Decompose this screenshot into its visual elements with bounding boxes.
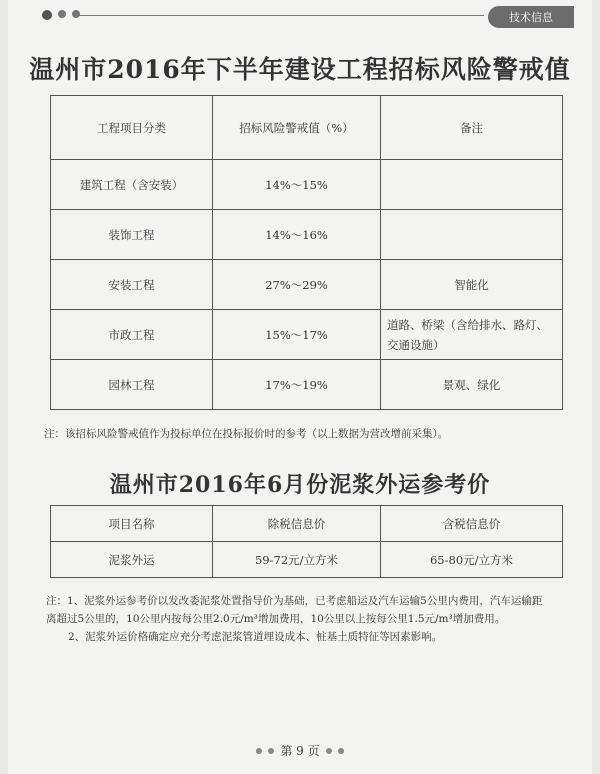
note-cell — [381, 160, 563, 210]
column-header: 除税信息价 — [213, 506, 381, 542]
document-page — [8, 0, 592, 774]
page-number: 第 9 页 — [280, 744, 320, 758]
note-cell: 景观、绿化 — [381, 360, 563, 410]
value-cell: 27%～29% — [213, 260, 381, 310]
note-paragraph: 2、泥浆外运价格确定应充分考虑泥浆管道埋设成本、桩基土质特征等因素影响。 — [68, 631, 443, 643]
category-cell: 市政工程 — [51, 310, 213, 360]
column-header: 工程项目分类 — [51, 96, 213, 160]
table2-notes — [46, 592, 552, 646]
category-cell: 装饰工程 — [51, 210, 213, 260]
table-row — [51, 160, 563, 210]
note-paragraph: 注：1、泥浆外运参考价以发改委泥浆处置指导价为基础，已考虑船运及汽车运输5公里内费用，汽车运输距离超过5公里的，10公里内按每公里2.0元/m³增加费用，10公里以上按每公里1.5元/m³增加费用。 — [46, 595, 543, 625]
note-cell — [381, 210, 563, 260]
value-cell: 14%～15% — [213, 160, 381, 210]
category-cell: 安装工程 — [51, 260, 213, 310]
value-cell: 15%～17% — [213, 310, 381, 360]
dot-icon — [256, 748, 262, 754]
table1-title: 温州市2016年下半年建设工程招标风险警戒值 — [29, 55, 571, 84]
table-row — [51, 542, 563, 578]
risk-threshold-table — [50, 95, 563, 410]
category-cell: 园林工程 — [51, 360, 213, 410]
header-rule — [78, 15, 484, 16]
column-header: 含税信息价 — [381, 506, 563, 542]
price-inc-tax-cell: 65-80元/立方米 — [381, 542, 563, 578]
dot-icon — [268, 748, 274, 754]
column-header: 备注 — [381, 96, 563, 160]
dot-icon — [42, 10, 52, 20]
column-header: 招标风险警戒值（%） — [213, 96, 381, 160]
section-badge: 技术信息 — [488, 6, 574, 28]
table-row — [51, 360, 563, 410]
decorative-dots — [42, 10, 80, 20]
category-cell: 建筑工程（含安装） — [51, 160, 213, 210]
item-name-cell: 泥浆外运 — [51, 542, 213, 578]
mud-transport-table — [50, 505, 563, 578]
dot-icon — [58, 10, 66, 18]
dot-icon — [338, 748, 344, 754]
note-cell: 道路、桥梁（含给排水、路灯、交通设施） — [381, 310, 563, 360]
column-header: 项目名称 — [51, 506, 213, 542]
price-ex-tax-cell: 59-72元/立方米 — [213, 542, 381, 578]
table-header-row — [51, 96, 563, 160]
table-header-row — [51, 506, 563, 542]
table-row — [51, 310, 563, 360]
dot-icon — [326, 748, 332, 754]
table2-title: 温州市2016年6月份泥浆外运参考价 — [109, 472, 491, 498]
dot-icon — [72, 10, 80, 18]
table-row — [51, 210, 563, 260]
value-cell: 14%～16% — [213, 210, 381, 260]
value-cell: 17%～19% — [213, 360, 381, 410]
page-footer — [8, 742, 592, 759]
table-row — [51, 260, 563, 310]
top-bar — [38, 6, 574, 30]
table1-footnote: 注：该招标风险警戒值作为投标单位在投标报价时的参考（以上数据为营改增前采集）。 — [44, 428, 449, 440]
note-cell: 智能化 — [381, 260, 563, 310]
